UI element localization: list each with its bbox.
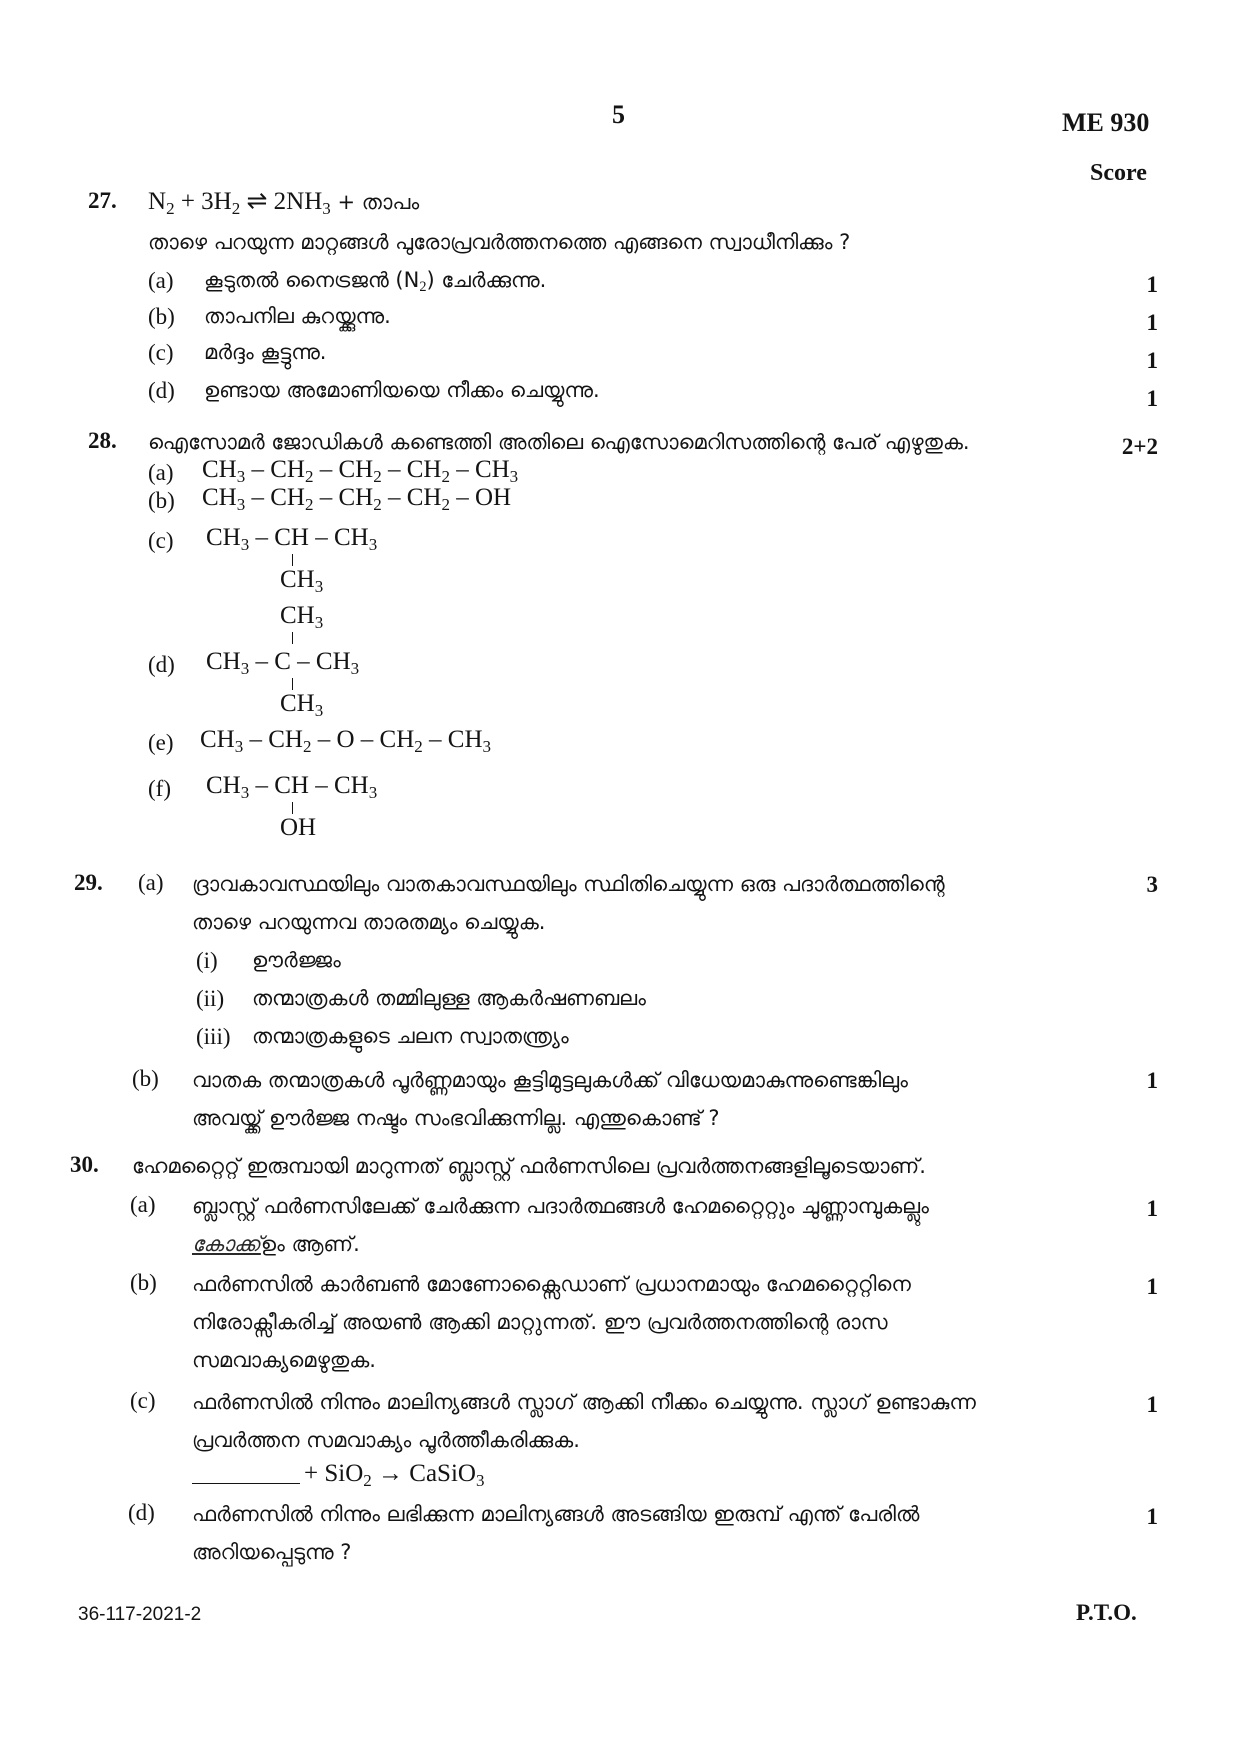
q29-number: 29. — [74, 870, 103, 895]
q30-d-line2: അറിയപ്പെടുന്നു ? — [192, 1540, 352, 1564]
q30-c-score: 1 — [1146, 1392, 1158, 1417]
q27-c-text: മർദ്ദം കൂട്ടുന്നു. — [204, 340, 327, 364]
q27-a-score: 1 — [1146, 272, 1158, 297]
q28-score: 2+2 — [1121, 434, 1158, 459]
q28-f-formula: $CH_3$ – CH – $CH_3$ — [206, 772, 378, 802]
q29-a-score: 3 — [1146, 872, 1158, 897]
q28-prompt: ഐസോമർ ജോഡികൾ കണ്ടെത്തി അതിലെ ഐസോമെറിസത്തിന്റെ പേര് എഴുതുക. — [148, 430, 970, 454]
q29-a-label: (a) — [138, 870, 164, 895]
q28-c-branch: $CH_3$ — [280, 566, 324, 596]
q30-d-label: (d) — [128, 1500, 155, 1525]
q30-c-label: (c) — [130, 1388, 156, 1413]
q28-f-label: (f) — [148, 776, 171, 801]
q28-e-label: (e) — [148, 730, 174, 755]
q28-d-top-bond — [292, 632, 293, 644]
q28-c-bond — [292, 554, 293, 566]
q28-number: 28. — [88, 428, 117, 453]
q28-c-formula: $CH_3$ – CH – $CH_3$ — [206, 524, 378, 554]
q30-number: 30. — [70, 1152, 99, 1177]
q30-d-score: 1 — [1146, 1504, 1158, 1529]
q27-a-label: (a) — [148, 268, 174, 293]
paper-code: ME 930 — [1062, 108, 1150, 137]
q30-c-blank[interactable] — [192, 1481, 300, 1484]
q29-b-score: 1 — [1146, 1068, 1158, 1093]
q30-a-label: (a) — [130, 1192, 156, 1217]
q28-a-label: (a) — [148, 460, 174, 485]
q29-ii-label: (ii) — [196, 986, 225, 1011]
q27-c-score: 1 — [1146, 348, 1158, 373]
q28-a-formula: $CH_3 - CH_2 - CH_2 - CH_2 - CH_3$ — [202, 456, 519, 486]
q28-b-label: (b) — [148, 488, 175, 513]
q29-b-line1: വാതക തന്മാത്രകൾ പൂർണ്ണമായും കൂട്ടിമുട്ടലുകൾക്ക് വിധേയമാകുന്നുണ്ടെങ്കിലും — [192, 1068, 908, 1092]
q30-a-score: 1 — [1146, 1196, 1158, 1221]
q30-b-score: 1 — [1146, 1274, 1158, 1299]
q30-a-handwritten-answer: കോക്ക് — [192, 1232, 261, 1256]
q30-b-line2: നിരോക്സീകരിച്ച് അയൺ ആക്കി മാറ്റുന്നത്. ഈ പ്രവർത്തനത്തിന്റെ രാസ — [192, 1310, 888, 1334]
q30-c-line2: പ്രവർത്തന സമവാക്യം പൂർത്തീകരിക്കുക. — [192, 1428, 580, 1452]
q29-iii-label: (iii) — [196, 1024, 231, 1049]
q29-i-text: ഊർജ്ജം — [252, 948, 341, 972]
q27-b-text: താപനില കുറയ്ക്കുന്നു. — [204, 304, 391, 328]
q27-number: 27. — [88, 188, 117, 213]
q30-prompt: ഹേമറ്റൈറ്റ് ഇരുമ്പായി മാറുന്നത് ബ്ലാസ്റ്റ് ഫർണസിലെ പ്രവർത്തനങ്ങളിലൂടെയാണ്. — [132, 1154, 926, 1178]
score-heading: Score — [1090, 160, 1147, 186]
q27-b-label: (b) — [148, 304, 175, 329]
q29-b-line2: അവയ്ക്ക് ഊർജ്ജ നഷ്ടം സംഭവിക്കുന്നില്ല. എന്തുകൊണ്ട് ? — [192, 1106, 720, 1130]
q28-d-label: (d) — [148, 652, 175, 677]
q28-f-bond — [292, 802, 293, 814]
q27-prompt: താഴെ പറയുന്ന മാറ്റങ്ങൾ പുരോപ്രവർത്തനത്തെ എങ്ങനെ സ്വാധീനിക്കും ? — [148, 230, 851, 254]
q27-b-score: 1 — [1146, 310, 1158, 335]
q29-a-line1: ദ്രാവകാവസ്ഥയിലും വാതകാവസ്ഥയിലും സ്ഥിതിചെയ്യുന്ന ഒരു പദാർത്ഥത്തിന്റെ — [192, 872, 945, 896]
q29-b-label: (b) — [132, 1066, 159, 1091]
q29-a-line2: താഴെ പറയുന്നവ താരതമ്യം ചെയ്യുക. — [192, 910, 546, 934]
q30-a-line2: കോക്ക്ഉം ആണ്. — [192, 1232, 360, 1256]
q27-d-label: (d) — [148, 378, 175, 403]
q30-c-line1: ഫർണസിൽ നിന്നും മാലിന്യങ്ങൾ സ്ലാഗ് ആക്കി നീക്കം ചെയ്യുന്നു. സ്ലാഗ് ഉണ്ടാകുന്ന — [192, 1390, 976, 1414]
footer-code: 36-117-2021-2 — [78, 1604, 202, 1625]
q28-f-branch: OH — [280, 814, 317, 841]
q28-e-formula: $CH_3 - CH_2$ – O – $CH_2 - CH_3$ — [200, 726, 491, 756]
q29-i-label: (i) — [196, 948, 218, 973]
q30-b-line3: സമവാക്യമെഴുതുക. — [192, 1348, 376, 1372]
footer-pto: P.T.O. — [1076, 1600, 1137, 1625]
q28-d-bottom-branch: $CH_3$ — [280, 690, 324, 720]
q30-c-equation: + SiO$_2$ → CaSiO$_3$ — [192, 1460, 484, 1488]
q27-a-text: കൂടുതൽ നൈട്രജൻ $(N_2)$ ചേർക്കുന്നു. — [204, 268, 547, 295]
q28-d-bottom-bond — [292, 678, 293, 690]
q27-d-score: 1 — [1146, 386, 1158, 411]
q28-d-top-branch: $CH_3$ — [280, 602, 324, 632]
q27-equation: $N_2 + 3H_2$ ⇌ $2NH_3$ + താപം — [148, 188, 420, 218]
page-number: 5 — [612, 100, 625, 129]
q27-c-label: (c) — [148, 340, 174, 365]
q30-d-line1: ഫർണസിൽ നിന്നും ലഭിക്കുന്ന മാലിന്യങ്ങൾ അടങ്ങിയ ഇരുമ്പ് എന്ത് പേരിൽ — [192, 1502, 920, 1526]
q30-b-label: (b) — [130, 1270, 157, 1295]
q29-iii-text: തന്മാത്രകളുടെ ചലന സ്വാതന്ത്ര്യം — [252, 1024, 569, 1048]
q29-ii-text: തന്മാത്രകൾ തമ്മിലുള്ള ആകർഷണബലം — [252, 986, 646, 1010]
q30-b-line1: ഫർണസിൽ കാർബൺ മോണോക്സൈഡാണ് പ്രധാനമായും ഹേമറ്റൈറ്റിനെ — [192, 1272, 911, 1296]
q28-b-formula: $CH_3 - CH_2 - CH_2 - CH_2$ – OH — [202, 484, 512, 514]
q27-d-text: ഉണ്ടായ അമോണിയയെ നീക്കം ചെയ്യുന്നു. — [204, 378, 600, 402]
q28-c-label: (c) — [148, 528, 174, 553]
q28-d-formula: $CH_3$ – C – $CH_3$ — [206, 648, 360, 678]
q30-a-line1: ബ്ലാസ്റ്റ് ഫർണസിലേക്ക് ചേർക്കുന്ന പദാർത്ഥങ്ങൾ ഹേമറ്റൈറ്റും ചുണ്ണാമ്പുകല്ലും — [192, 1194, 929, 1218]
